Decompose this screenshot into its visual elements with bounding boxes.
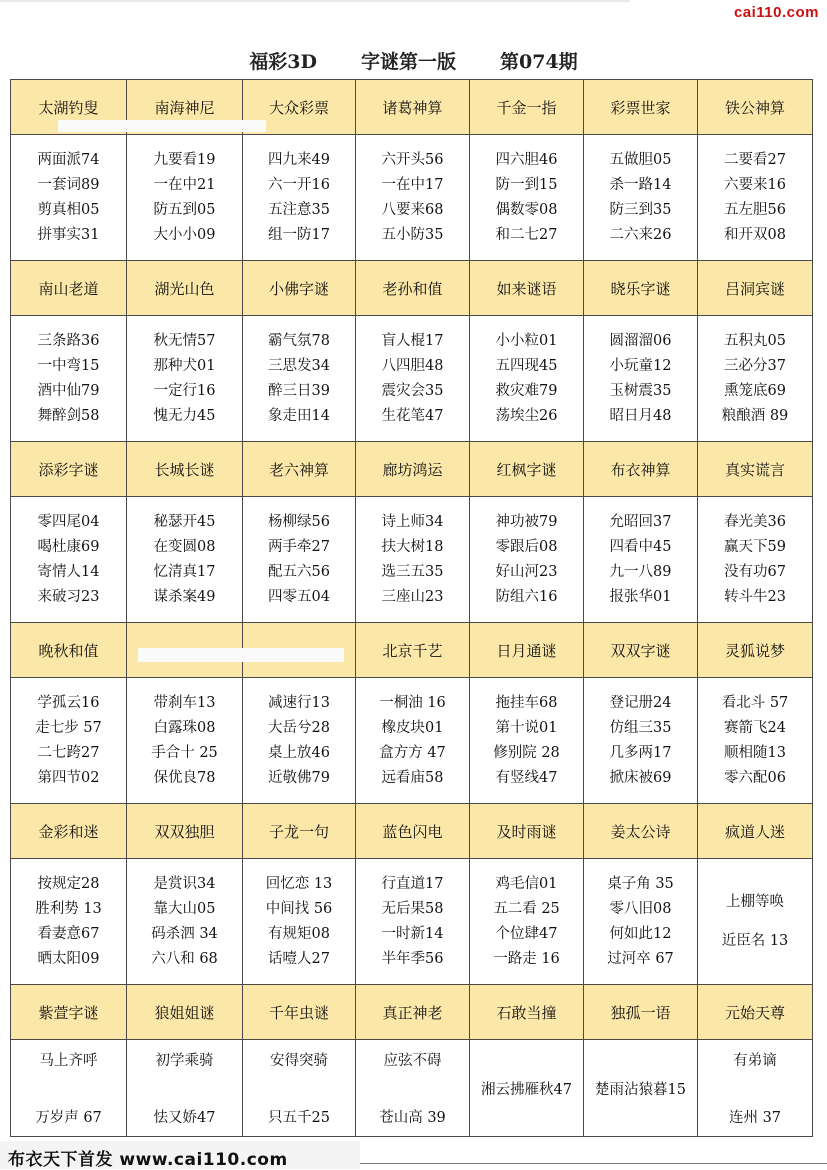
puzzle-line: 没有功67 [724, 563, 786, 580]
entries-row [11, 135, 813, 261]
puzzle-line: 大小小09 [153, 226, 216, 243]
column-header: 独孤一语 [584, 985, 698, 1040]
header-row [11, 985, 813, 1040]
puzzle-line: 几多两17 [609, 744, 672, 761]
puzzle-cell [11, 859, 127, 985]
puzzle-cell [584, 678, 698, 804]
puzzle-line: 谋杀案49 [153, 588, 216, 605]
puzzle-line: 二七跨27 [37, 744, 100, 761]
puzzle-line: 二六来26 [609, 226, 672, 243]
puzzle-line: 零八旧08 [609, 900, 672, 917]
puzzle-line: 保优良78 [153, 769, 216, 786]
footer-rule [360, 1163, 827, 1164]
column-header: 真正神老 [356, 985, 470, 1040]
puzzle-cell [243, 1040, 356, 1137]
puzzle-line: 中间找 56 [265, 900, 333, 917]
column-header: 铁公神算 [698, 80, 813, 135]
puzzle-line: 有竖线47 [495, 769, 558, 786]
column-header: 小佛字谜 [243, 261, 356, 316]
puzzle-cell [243, 497, 356, 623]
column-header: 晓乐字谜 [584, 261, 698, 316]
header-row [11, 804, 813, 859]
puzzle-line: 初学乘骑 [155, 1053, 214, 1069]
puzzle-line: 看北斗 57 [721, 694, 789, 711]
puzzle-cell [698, 135, 813, 261]
puzzle-cell [356, 497, 470, 623]
site-brand[interactable]: cai110.com [733, 4, 819, 21]
puzzle-line: 秘瑟开45 [153, 513, 216, 530]
masked-region [58, 120, 266, 132]
puzzle-line: 过河卒 67 [607, 950, 674, 967]
puzzle-line: 赢天下59 [724, 538, 786, 555]
column-header: 千金一指 [470, 80, 584, 135]
puzzle-line: 转斗牛23 [724, 588, 786, 605]
puzzle-line: 五四现45 [495, 357, 558, 374]
puzzle-line: 小玩童12 [609, 357, 672, 374]
puzzle-line: 鸡毛信01 [495, 875, 558, 892]
puzzle-line: 组一防17 [268, 226, 330, 243]
puzzle-line: 两面派74 [37, 151, 100, 168]
puzzle-line: 何如此12 [609, 925, 672, 942]
puzzle-cell [243, 135, 356, 261]
column-header: 红枫字谜 [470, 442, 584, 497]
puzzle-cell [584, 135, 698, 261]
puzzle-line: 拼事实31 [37, 226, 100, 243]
puzzle-line: 二要看27 [724, 151, 786, 168]
puzzle-line: 六要来16 [724, 176, 786, 193]
column-header: 狼姐姐谜 [127, 985, 243, 1040]
puzzle-line: 四零五04 [268, 588, 330, 605]
column-header: 日月通谜 [470, 623, 584, 678]
header-row [11, 623, 813, 678]
puzzle-line: 一中弯15 [37, 357, 100, 374]
puzzle-line: 四看中45 [609, 538, 672, 555]
puzzle-cell [584, 497, 698, 623]
title-issue: 第074期 [500, 50, 578, 73]
column-header: 姜太公诗 [584, 804, 698, 859]
puzzle-cell [470, 1040, 584, 1137]
puzzle-cell [11, 497, 127, 623]
puzzle-cell [11, 1040, 127, 1137]
puzzle-line: 好山河23 [495, 563, 558, 580]
title-lottery: 福彩3D [249, 50, 317, 73]
puzzle-line: 六开头56 [381, 151, 444, 168]
puzzle-line: 防三到35 [609, 201, 672, 218]
puzzle-line: 五二看 25 [493, 900, 560, 917]
puzzle-line: 九要看19 [153, 151, 216, 168]
puzzle-cell [698, 497, 813, 623]
masked-region [138, 648, 344, 662]
puzzle-line: 修别院 28 [493, 744, 560, 761]
puzzle-line: 走七步 57 [35, 719, 102, 736]
puzzle-line: 舞醉剑58 [37, 407, 100, 424]
puzzle-line: 上棚等唤 [726, 893, 784, 910]
puzzle-line: 八四胆48 [381, 357, 444, 374]
puzzle-line: 桌上放46 [268, 744, 330, 761]
puzzle-line: 马上齐呼 [39, 1053, 98, 1069]
puzzle-line: 橡皮块01 [381, 719, 444, 736]
puzzle-line: 喝杜康69 [37, 538, 100, 555]
puzzle-line: 有规矩08 [268, 925, 330, 942]
puzzle-line: 是赏识34 [153, 875, 216, 892]
column-header: 紫萱字谜 [11, 985, 127, 1040]
puzzle-line: 顺相随13 [724, 744, 786, 761]
puzzle-line: 零跟后08 [495, 538, 558, 555]
puzzle-line: 苍山高 39 [379, 1110, 446, 1126]
column-header: 彩票世家 [584, 80, 698, 135]
puzzle-line: 湘云拂雁秋47 [481, 1081, 572, 1098]
puzzle-line: 码杀泗 34 [151, 925, 218, 942]
column-header: 子龙一句 [243, 804, 356, 859]
column-header: 千年虫谜 [243, 985, 356, 1040]
puzzle-line: 零四尾04 [37, 513, 100, 530]
puzzle-line: 减速行13 [268, 694, 330, 711]
puzzle-line: 六一开16 [268, 176, 330, 193]
puzzle-cell [127, 1040, 243, 1137]
puzzle-line: 近敬佛79 [268, 769, 330, 786]
puzzle-line: 话噎人27 [268, 950, 330, 967]
entries-row [11, 497, 813, 623]
puzzle-cell [127, 678, 243, 804]
column-header: 真实谎言 [698, 442, 813, 497]
puzzle-table-body [11, 80, 813, 1137]
puzzle-line: 两手牵27 [268, 538, 330, 555]
puzzle-cell [698, 1040, 813, 1137]
puzzle-line: 剪真相05 [37, 201, 100, 218]
puzzle-line: 四六胆46 [495, 151, 558, 168]
puzzle-line: 五做胆05 [609, 151, 672, 168]
puzzle-line: 扶大树18 [381, 538, 444, 555]
puzzle-line: 在变圆08 [153, 538, 216, 555]
puzzle-line: 一桐油 16 [379, 694, 446, 711]
column-header: 晚秋和值 [11, 623, 127, 678]
puzzle-line: 晒太阳09 [37, 950, 100, 967]
column-header: 南山老道 [11, 261, 127, 316]
header-row [11, 442, 813, 497]
puzzle-line: 那种犬01 [153, 357, 216, 374]
puzzle-line: 愧无力45 [153, 407, 216, 424]
puzzle-line: 生花笔47 [381, 407, 444, 424]
column-header: 老六神算 [243, 442, 356, 497]
column-header: 及时雨谜 [470, 804, 584, 859]
title-edition: 字谜第一版 [361, 50, 457, 73]
puzzle-line: 象走田14 [268, 407, 330, 424]
puzzle-line: 忆清真17 [153, 563, 216, 580]
puzzle-line: 来破习23 [37, 588, 100, 605]
column-header: 太湖钓叟 [11, 80, 127, 135]
puzzle-line: 赛箭飞24 [724, 719, 786, 736]
puzzle-line: 学孤云16 [37, 694, 100, 711]
page-title [0, 44, 827, 76]
column-header: 大众彩票 [243, 80, 356, 135]
top-rule [0, 0, 630, 2]
puzzle-line: 偶数零08 [495, 201, 558, 218]
puzzle-line: 玉树震35 [609, 382, 672, 399]
puzzle-cell [356, 1040, 470, 1137]
puzzle-line: 登记册24 [609, 694, 672, 711]
column-header: 石敢当撞 [470, 985, 584, 1040]
puzzle-line: 三必分37 [724, 357, 786, 374]
puzzle-line: 有弟谪 [733, 1053, 777, 1069]
puzzle-cell [698, 859, 813, 985]
puzzle-line: 第四节02 [37, 769, 100, 786]
puzzle-line: 零六配06 [724, 769, 786, 786]
puzzle-line: 酒中仙79 [37, 382, 100, 399]
puzzle-line: 杀一路14 [609, 176, 672, 193]
puzzle-line: 和二七27 [495, 226, 558, 243]
puzzle-line: 小小粒01 [495, 332, 558, 349]
column-header: 双双字谜 [584, 623, 698, 678]
entries-row [11, 316, 813, 442]
puzzle-cell [356, 859, 470, 985]
column-header: 金彩和迷 [11, 804, 127, 859]
puzzle-cell [243, 678, 356, 804]
puzzle-line: 熏笼底69 [724, 382, 786, 399]
puzzle-cell [470, 316, 584, 442]
puzzle-cell [11, 316, 127, 442]
puzzle-line: 粮酿酒 89 [721, 407, 789, 424]
column-header: 布衣神算 [584, 442, 698, 497]
column-header: 吕洞宾谜 [698, 261, 813, 316]
puzzle-line: 防组六16 [495, 588, 558, 605]
puzzle-cell [356, 316, 470, 442]
puzzle-cell [127, 316, 243, 442]
puzzle-line: 防五到05 [153, 201, 216, 218]
puzzle-line: 五积丸05 [724, 332, 786, 349]
puzzle-line: 一定行16 [153, 382, 216, 399]
puzzle-line: 怯又娇47 [153, 1110, 216, 1126]
puzzle-line: 五小防35 [381, 226, 444, 243]
puzzle-cell [356, 135, 470, 261]
puzzle-line: 一套词89 [37, 176, 100, 193]
puzzle-line: 春光美36 [724, 513, 786, 530]
puzzle-line: 应弦不碍 [383, 1053, 442, 1069]
puzzle-line: 无后果58 [381, 900, 444, 917]
entries-row [11, 1040, 813, 1137]
puzzle-cell [470, 497, 584, 623]
puzzle-line: 秋无情57 [153, 332, 216, 349]
puzzle-line: 一时新14 [381, 925, 444, 942]
puzzle-line: 盒方方 47 [379, 744, 446, 761]
puzzle-line: 九一八89 [609, 563, 672, 580]
column-header: 如来谜语 [470, 261, 584, 316]
column-header: 诸葛神算 [356, 80, 470, 135]
puzzle-line: 救灾难79 [495, 382, 558, 399]
puzzle-line: 震灾会35 [381, 382, 444, 399]
puzzle-line: 五左胆56 [724, 201, 786, 218]
puzzle-line: 行直道17 [381, 875, 444, 892]
puzzle-line: 霸气氛78 [268, 332, 330, 349]
puzzle-line: 一在中17 [381, 176, 444, 193]
puzzle-line: 盲人棍17 [381, 332, 444, 349]
puzzle-line: 拖挂车68 [495, 694, 558, 711]
column-header: 廊坊鸿运 [356, 442, 470, 497]
puzzle-line: 安得突骑 [270, 1053, 328, 1069]
puzzle-line: 寄情人14 [37, 563, 100, 580]
puzzle-line: 桌子角 35 [607, 875, 674, 892]
puzzle-line: 掀床被69 [609, 769, 672, 786]
puzzle-line: 报张华01 [609, 588, 672, 605]
puzzle-cell [470, 135, 584, 261]
puzzle-line: 四九来49 [268, 151, 330, 168]
puzzle-cell [127, 859, 243, 985]
puzzle-line: 圆溜溜06 [609, 332, 672, 349]
puzzle-line: 六八和 68 [151, 950, 218, 967]
puzzle-line: 半年季56 [381, 950, 444, 967]
column-header: 老孙和值 [356, 261, 470, 316]
puzzle-cell [11, 135, 127, 261]
puzzle-line: 仿组三35 [609, 719, 672, 736]
puzzle-line: 靠大山05 [153, 900, 216, 917]
puzzle-cell [243, 316, 356, 442]
puzzle-cell [127, 497, 243, 623]
column-header: 疯道人迷 [698, 804, 813, 859]
puzzle-cell [584, 859, 698, 985]
column-header: 元始天尊 [698, 985, 813, 1040]
puzzle-line: 回忆恋 13 [265, 875, 333, 892]
puzzle-cell [584, 316, 698, 442]
puzzle-line: 诗上师34 [381, 513, 444, 530]
puzzle-line: 个位肆47 [495, 925, 558, 942]
puzzle-line: 三条路36 [37, 332, 100, 349]
puzzle-line: 神功被79 [495, 513, 558, 530]
puzzle-line: 白露珠08 [153, 719, 216, 736]
puzzle-cell [127, 135, 243, 261]
puzzle-line: 一在中21 [153, 176, 216, 193]
puzzle-line: 三座山23 [381, 588, 444, 605]
puzzle-line: 三思发34 [268, 357, 330, 374]
puzzle-line: 荡埃尘26 [495, 407, 558, 424]
puzzle-line: 远看庙58 [381, 769, 444, 786]
footer-credit: 布衣天下首发 www.cai110.com [8, 1150, 288, 1170]
header-row [11, 261, 813, 316]
puzzle-line: 楚雨沾猿暮15 [595, 1081, 686, 1098]
column-header: 蓝色闪电 [356, 804, 470, 859]
puzzle-line: 配五六56 [268, 563, 330, 580]
puzzle-cell [698, 316, 813, 442]
puzzle-line: 按规定28 [37, 875, 100, 892]
puzzle-cell [470, 859, 584, 985]
puzzle-line: 昭日月48 [609, 407, 672, 424]
puzzle-line: 连州 37 [728, 1110, 782, 1126]
puzzle-line: 看妻意67 [37, 925, 100, 942]
entries-row [11, 678, 813, 804]
column-header: 灵狐说梦 [698, 623, 813, 678]
puzzle-line: 防一到15 [495, 176, 558, 193]
puzzle-cell [698, 678, 813, 804]
puzzle-cell [356, 678, 470, 804]
puzzle-line: 杨柳绿56 [268, 513, 330, 530]
column-header: 长城长谜 [127, 442, 243, 497]
puzzle-cell [243, 859, 356, 985]
puzzle-line: 醉三日39 [268, 382, 330, 399]
column-header: 北京千艺 [356, 623, 470, 678]
puzzle-line: 选三五35 [381, 563, 444, 580]
puzzle-cell [11, 678, 127, 804]
column-header: 湖光山色 [127, 261, 243, 316]
puzzle-cell [470, 678, 584, 804]
column-header: 双双独胆 [127, 804, 243, 859]
puzzle-line: 五注意35 [268, 201, 330, 218]
puzzle-line: 万岁声 67 [35, 1110, 102, 1126]
entries-row [11, 859, 813, 985]
puzzle-cell [584, 1040, 698, 1137]
puzzle-line: 和开双08 [724, 226, 786, 243]
puzzle-line: 带刹车13 [153, 694, 216, 711]
column-header: 南海神尼 [127, 80, 243, 135]
puzzle-line: 允昭回37 [609, 513, 672, 530]
puzzle-line: 胜利势 13 [35, 900, 102, 917]
puzzle-line: 近臣名 13 [721, 932, 789, 949]
column-header: 添彩字谜 [11, 442, 127, 497]
puzzle-line: 八要来68 [381, 201, 444, 218]
puzzle-line: 第十说01 [495, 719, 558, 736]
puzzle-line: 一路走 16 [493, 950, 560, 967]
puzzle-line: 只五千25 [268, 1110, 330, 1126]
puzzle-line: 大岳兮28 [268, 719, 330, 736]
puzzle-line: 手合十 25 [151, 744, 218, 761]
puzzle-table [10, 79, 813, 1137]
